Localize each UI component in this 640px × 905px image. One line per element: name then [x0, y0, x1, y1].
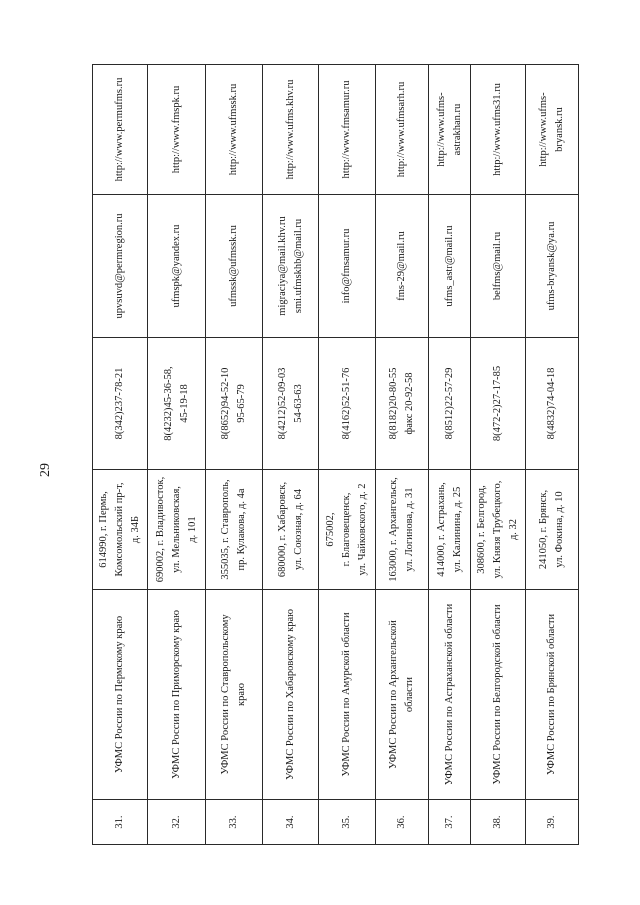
address-line: д. 34Б — [130, 515, 141, 544]
address-line: пр. Кулакова, д. 4а — [236, 488, 247, 571]
email-line: info@fmsamur.ru — [341, 228, 352, 304]
website-cell — [263, 65, 319, 195]
phone-line: 8(4162)52-51-76 — [341, 367, 352, 440]
row-number-cell — [206, 800, 263, 845]
row-number-cell — [148, 800, 206, 845]
email-cell — [206, 195, 263, 338]
address-line: 308600, г. Белгород, — [476, 485, 487, 574]
email-line: ufms_astr@mail.ru — [443, 225, 455, 307]
address-line: д. 101 — [186, 516, 198, 543]
office-name-line: УФМС России по Ставропольскому — [220, 614, 231, 775]
table-row — [526, 65, 579, 845]
phone-line: 8(8652)94-52-10 — [220, 367, 231, 440]
row-number-cell — [376, 800, 429, 845]
office-name-line: УФМС России по Белгородской области — [492, 604, 503, 785]
phone-line: 8(8512)22-57-29 — [443, 367, 455, 440]
phone-cell — [376, 338, 429, 470]
address-cell — [263, 470, 319, 590]
phone-line: 95-65-79 — [236, 384, 247, 423]
address-line: ул. Калинина, д. 25 — [451, 486, 463, 573]
phone-cell — [148, 338, 206, 470]
phone-line: 8(8182)20-80-55 — [388, 367, 399, 440]
email-line: upvsuvd@permregion.ru — [114, 213, 125, 319]
office-name-cell — [93, 590, 148, 800]
website-line: http://www.permufms.ru — [114, 77, 125, 182]
row-number: 37. — [443, 815, 455, 829]
table-row — [319, 65, 376, 845]
website-line: http://www.ufms- — [538, 92, 549, 167]
website-line: http://www.fmspk.ru — [170, 85, 182, 174]
row-number: 38. — [492, 815, 503, 829]
office-name-cell — [429, 590, 471, 800]
phone-cell — [471, 338, 526, 470]
website-cell — [471, 65, 526, 195]
phone-line: 8(342)237-78-21 — [114, 367, 125, 440]
website-cell — [93, 65, 148, 195]
row-number-cell — [526, 800, 579, 845]
website-line: http://www.ufmssk.ru — [228, 83, 239, 176]
offices-table — [92, 64, 579, 845]
address-line: 163000, г. Архангельск, — [388, 477, 399, 582]
office-name-line: УФМС России по Амурской области — [341, 612, 352, 777]
table-row — [263, 65, 319, 845]
email-line: ufmssk@ufmssk.ru — [228, 225, 239, 307]
address-line: 241050, г. Брянск, — [538, 489, 549, 570]
website-cell — [376, 65, 429, 195]
email-cell — [148, 195, 206, 338]
email-cell — [319, 195, 376, 338]
office-name-cell — [376, 590, 429, 800]
office-name-cell — [526, 590, 579, 800]
row-number-cell — [93, 800, 148, 845]
address-line: ул. Фокина, д. 10 — [554, 491, 565, 568]
website-line: http://www.ufms31.ru — [492, 83, 503, 176]
address-line: ул. Чайковского, д. 2 — [357, 483, 368, 576]
website-cell — [206, 65, 263, 195]
row-number: 33. — [228, 815, 239, 829]
rotated-table-wrapper — [92, 65, 578, 845]
address-line: Комсомольский пр-т, — [114, 482, 125, 577]
office-name-line: УФМС России по Хабаровскому краю — [284, 609, 296, 780]
email-line: ufms-bryansk@ya.ru — [546, 221, 557, 311]
page-number: 29 — [38, 463, 53, 477]
website-line: astrakhan.ru — [451, 103, 463, 156]
address-line: д. 32 — [508, 518, 519, 541]
address-line: ул. Логинова, д. 31 — [404, 487, 415, 572]
phone-cell — [319, 338, 376, 470]
email-cell — [429, 195, 471, 338]
email-cell — [376, 195, 429, 338]
email-cell — [471, 195, 526, 338]
table-row — [206, 65, 263, 845]
website-cell — [319, 65, 376, 195]
address-cell — [148, 470, 206, 590]
email-cell — [526, 195, 579, 338]
office-name-line: УФМС России по Архангельской — [388, 620, 399, 769]
address-line: ул. Союзная, д. 64 — [292, 489, 304, 570]
phone-cell — [93, 338, 148, 470]
row-number-cell — [263, 800, 319, 845]
table-row — [148, 65, 206, 845]
phone-line: факс 20-92-58 — [404, 372, 415, 435]
address-cell — [376, 470, 429, 590]
website-line: http://www.ufmsarh.ru — [396, 81, 407, 178]
office-name-line: УФМС России по Приморскому краю — [170, 610, 182, 779]
phone-cell — [263, 338, 319, 470]
address-cell — [319, 470, 376, 590]
address-line: 355035, г. Ставрополь, — [220, 479, 231, 580]
website-line: http://www.ufms- — [435, 92, 447, 167]
address-cell — [429, 470, 471, 590]
table-row — [376, 65, 429, 845]
email-line: fms-29@mail.ru — [396, 231, 407, 301]
website-line: bryansk.ru — [554, 107, 565, 152]
office-name-cell — [206, 590, 263, 800]
phone-cell — [526, 338, 579, 470]
website-cell — [526, 65, 579, 195]
email-cell — [263, 195, 319, 338]
address-cell — [526, 470, 579, 590]
address-line: ул. Мельниковская, — [170, 486, 182, 573]
website-cell — [148, 65, 206, 195]
website-line: http://www.ufms.khv.ru — [284, 79, 296, 180]
address-line: 614990, г. Пермь, — [98, 491, 109, 568]
office-name-cell — [263, 590, 319, 800]
address-line: 690002, г. Владивосток, — [154, 476, 166, 583]
office-name-cell — [319, 590, 376, 800]
address-cell — [93, 470, 148, 590]
row-number: 31. — [114, 815, 125, 829]
office-name-line: УФМС России по Брянской области — [546, 613, 557, 776]
row-number: 36. — [396, 815, 407, 829]
website-cell — [429, 65, 471, 195]
row-number: 39. — [546, 815, 557, 829]
address-cell — [206, 470, 263, 590]
row-number: 35. — [341, 815, 352, 829]
phone-cell — [429, 338, 471, 470]
office-name-cell — [148, 590, 206, 800]
row-number-cell — [429, 800, 471, 845]
office-name-line: краю — [236, 683, 247, 706]
row-number: 34. — [284, 815, 296, 829]
phone-line: 45-19-18 — [178, 384, 190, 423]
address-line: 680000, г. Хабаровск, — [276, 481, 288, 578]
row-number-cell — [319, 800, 376, 845]
row-number-cell — [471, 800, 526, 845]
phone-line: 54-63-63 — [292, 384, 304, 423]
address-line: 675002, — [325, 512, 336, 547]
address-cell — [471, 470, 526, 590]
email-line: smi.ufmskhb@mail.ru — [292, 218, 304, 314]
table-row — [429, 65, 471, 845]
address-line: г. Благовещенск, — [341, 492, 352, 567]
website-line: http://www.fmsamur.ru — [341, 80, 352, 179]
office-name-line: УФМС России по Пермскому краю — [114, 615, 125, 774]
phone-line: 8(4232)45-36-58, — [162, 366, 174, 441]
email-line: belfms@mail.ru — [492, 231, 503, 301]
table-row — [93, 65, 148, 845]
phone-line: 8(4832)74-04-18 — [546, 367, 557, 440]
email-line: ufmspk@yandex.ru — [170, 224, 182, 308]
office-name-cell — [471, 590, 526, 800]
table-row — [471, 65, 526, 845]
address-line: ул. Князя Трубецкого, — [492, 480, 503, 579]
row-number: 32. — [170, 815, 182, 829]
office-name-line: УФМС России по Астраханской области — [443, 603, 455, 786]
address-line: 414000, г. Астрахань, — [435, 482, 447, 577]
email-line: migraciya@mail.khv.ru — [276, 216, 288, 316]
office-name-line: области — [404, 676, 415, 713]
phone-line: 8(4212)52-09-03 — [276, 367, 288, 440]
phone-line: 8(472-2)27-17-85 — [492, 365, 503, 442]
email-cell — [93, 195, 148, 338]
phone-cell — [206, 338, 263, 470]
